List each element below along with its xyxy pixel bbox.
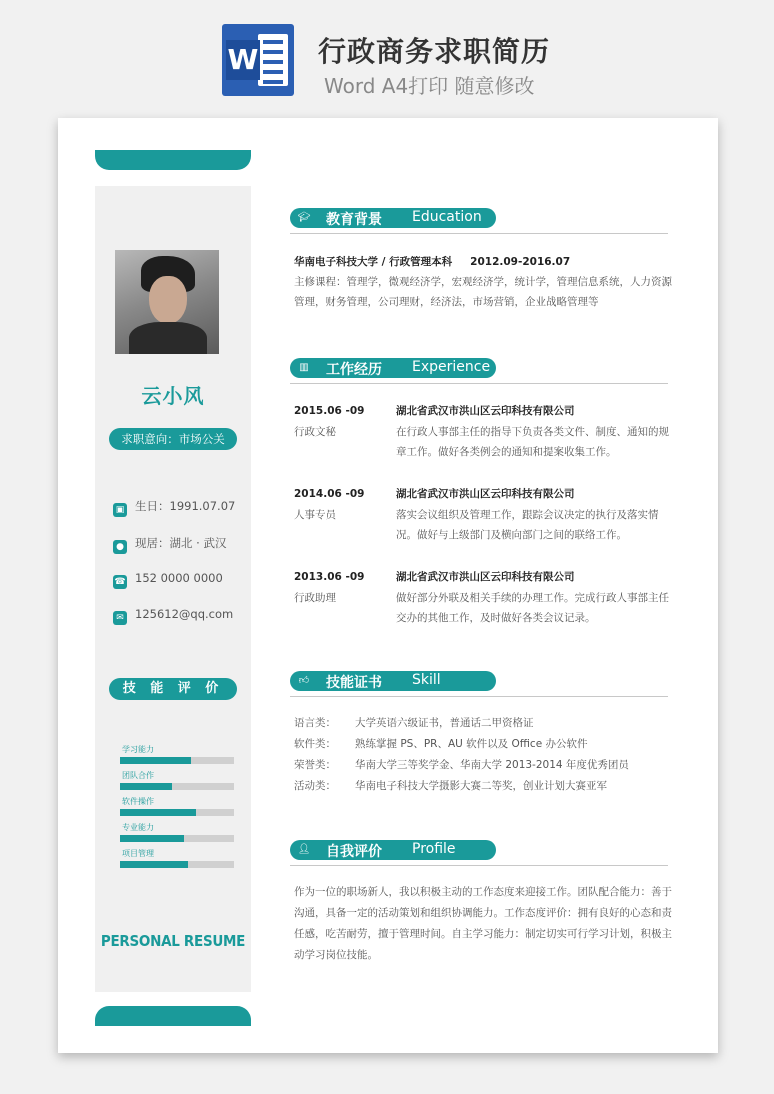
bar-chart-icon: ▥ (299, 362, 309, 373)
mail-icon: ✉ (113, 611, 127, 625)
experience-date: 2013.06 -09 (294, 571, 365, 583)
experience-desc: 在行政人事部主任的指导下负责各类文件、制度、通知的规章工作。做好各类例会的通知和提案收集工作。 (396, 426, 669, 458)
contact-phone-text: 152 0000 0000 (135, 571, 223, 585)
skill-label: 团队合作 (122, 771, 154, 780)
cert-value: 熟练掌握 PS、PR、AU 软件以及 Office 办公软件 (355, 738, 588, 750)
section-pill (290, 671, 496, 691)
page-subtitle: Word A4打印 随意修改 (324, 74, 535, 98)
skill-bar (120, 783, 234, 790)
header-banner (0, 0, 774, 110)
candidate-name: 云小风 (141, 384, 205, 408)
experience-role: 行政助理 (294, 592, 336, 604)
skill-label: 学习能力 (122, 745, 154, 754)
location-icon: ● (113, 540, 127, 554)
section-title-cn: 技能证书 (326, 675, 382, 691)
section-experience-header (290, 358, 668, 388)
section-pill (290, 208, 496, 228)
contact-phone (113, 571, 223, 589)
contact-email-text: 125612@qq.com (135, 607, 234, 621)
education-school: 华南电子科技大学 / 行政管理本科 2012.09-2016.07 (294, 256, 571, 268)
decorative-tab-bottom (95, 1006, 251, 1026)
experience-date: 2015.06 -09 (294, 405, 365, 417)
section-title-en: Education (412, 209, 482, 225)
section-divider (290, 383, 668, 384)
experience-company: 湖北省武汉市洪山区云印科技有限公司 (396, 405, 575, 417)
cert-value: 华南电子科技大学摄影大赛二等奖，创业计划大赛亚军 (355, 780, 607, 792)
profile-text: 作为一位的职场新人，我以积极主动的工作态度来迎接工作。团队配合能力：善于沟通，具备一定的活动策划和组织协调能力。工作态度评价：拥有良好的心态和责任感，吃苦耐劳，擅于管理时间。自主学习能力：制定切实可行学习计划，积极主动学习岗位技能。 (294, 886, 672, 961)
skill-bar (120, 835, 234, 842)
word-icon (222, 24, 294, 96)
section-skill-header (290, 671, 668, 701)
section-title-en: Skill (412, 672, 441, 688)
experience-desc: 做好部分外联及相关手续的办理工作。完成行政人事部主任交办的其他工作，及时做好各类会议记录。 (396, 592, 669, 624)
section-title-cn: 教育背景 (326, 212, 382, 228)
word-icon-letter: W (226, 40, 260, 80)
experience-company: 湖北省武汉市洪山区云印科技有限公司 (396, 488, 575, 500)
skills-title: 技 能 评 价 (109, 678, 237, 700)
cert-value: 大学英语六级证书，普通话二甲资格证 (355, 717, 534, 729)
cert-key: 活动类： (294, 780, 336, 792)
experience-role: 行政文秘 (294, 426, 336, 438)
section-title-cn: 工作经历 (326, 362, 382, 378)
contact-birthday (113, 498, 235, 517)
experience-company: 湖北省武汉市洪山区云印科技有限公司 (396, 571, 575, 583)
contact-location (113, 535, 226, 554)
experience-desc: 落实会议组织及管理工作，跟踪会议决定的执行及落实情况。做好与上级部门及横向部门之间的联络工作。 (396, 509, 659, 541)
skill-label: 专业能力 (122, 823, 154, 832)
education-period: 2012.09-2016.07 (470, 256, 571, 268)
contact-birthday-text: 生日：1991.07.07 (135, 499, 236, 513)
thumbs-up-icon: 👍︎ (298, 675, 310, 686)
graduation-cap-icon: 🎓︎ (297, 212, 311, 223)
skill-bar (120, 757, 234, 764)
skill-bar-fill (120, 809, 196, 816)
section-divider (290, 696, 668, 697)
person-icon: 👤︎ (297, 844, 311, 855)
phone-icon: ☎ (114, 577, 126, 587)
cert-key: 语言类： (294, 717, 336, 729)
section-pill (290, 840, 496, 860)
skill-label: 项目管理 (122, 849, 154, 858)
section-title-en: Experience (412, 359, 491, 375)
section-pill (290, 358, 496, 378)
page-title: 行政商务求职简历 (318, 35, 551, 68)
skill-bar-fill (120, 861, 188, 868)
experience-date: 2014.06 -09 (294, 488, 365, 500)
birthday-icon: ▣ (113, 503, 127, 517)
skill-label: 软件操作 (122, 797, 154, 806)
education-courses: 主修课程：管理学，微观经济学，宏观经济学，统计学，管理信息系统，人力资源管理，财务管理，公司理财，经济法，市场营销，企业战略管理等 (294, 276, 672, 308)
section-divider (290, 233, 668, 234)
section-profile-header (290, 840, 668, 870)
cert-key: 荣誉类： (294, 759, 336, 771)
skill-bar (120, 861, 234, 868)
job-intent-badge: 求职意向：市场公关 (109, 428, 237, 450)
section-divider (290, 865, 668, 866)
contact-email (113, 607, 233, 625)
skill-bar-fill (120, 835, 184, 842)
skill-bar (120, 809, 234, 816)
section-title-en: Profile (412, 841, 456, 857)
cert-value: 华南大学三等奖学金、华南大学 2013-2014 年度优秀团员 (355, 759, 629, 771)
skill-bar-fill (120, 757, 191, 764)
resume-page (58, 118, 718, 1053)
personal-resume-label: PERSONAL RESUME (100, 932, 246, 950)
skill-bar-fill (120, 783, 172, 790)
cert-key: 软件类： (294, 738, 336, 750)
sidebar (95, 186, 251, 992)
experience-role: 人事专员 (294, 509, 336, 521)
decorative-tab-top (95, 150, 251, 170)
section-title-cn: 自我评价 (326, 844, 382, 860)
profile-photo (115, 250, 219, 354)
section-education-header (290, 208, 668, 238)
contact-location-text: 现居：湖北 · 武汉 (135, 536, 227, 550)
